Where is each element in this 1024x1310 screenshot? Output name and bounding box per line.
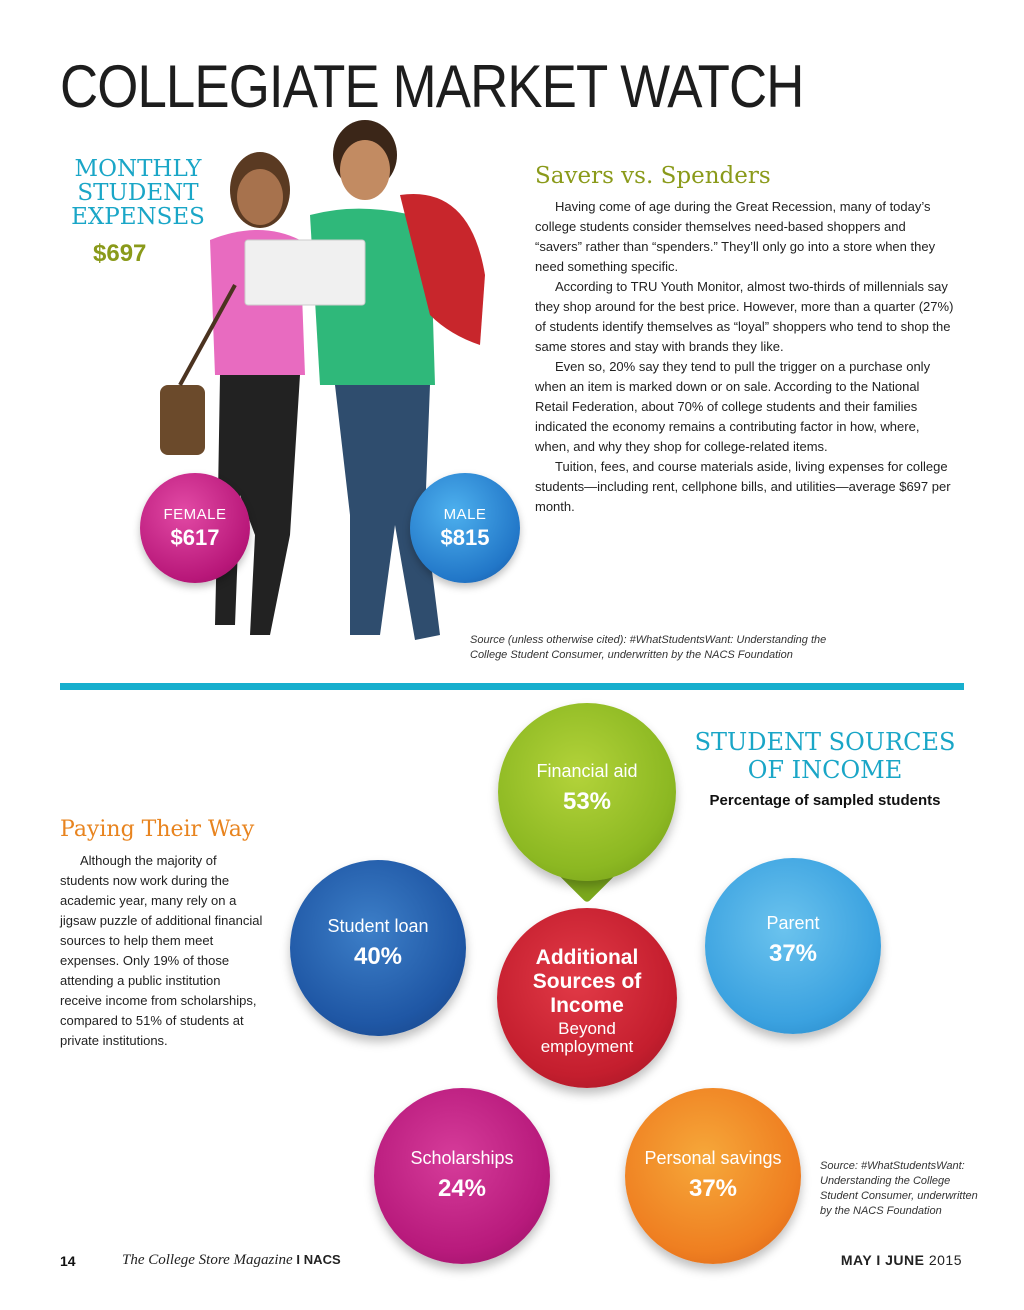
income-subtitle: Percentage of sampled students [709, 792, 941, 809]
center-title-line: Sources of [532, 970, 642, 993]
paying-paragraph: Although the majority of students now work during the academic year, many rely on a jigsaw puzzle of additional financial sources to help them meet expenses. Only 19% of those attending a public institution receive income from scholarships, compared to 51% of students at private institutions. [60, 853, 263, 1048]
bubble-label: Financial aid [536, 761, 638, 781]
issue-date [841, 1252, 962, 1268]
income-source-note: Source: #WhatStudentsWant: Understanding the College Student Consumer, underwritten by the NACS Foundation [820, 1160, 978, 1217]
expenses-title-line: EXPENSES [71, 204, 205, 230]
bubble-label: Scholarships [410, 1148, 514, 1168]
income-bubble-student-loan [290, 860, 466, 1036]
paying-heading: Paying Their Way [60, 817, 255, 842]
footer-separator: I [296, 1252, 301, 1267]
magazine-title: The College Store Magazine [122, 1252, 293, 1268]
monthly-expenses-amount: $697 [93, 240, 147, 267]
page-title: COLLEGIATE MARKET WATCH [60, 53, 804, 120]
bubble-value: 40% [353, 943, 403, 970]
female-amount: $617 [170, 525, 220, 550]
bubble-label: Personal savings [644, 1148, 782, 1168]
section-divider [60, 683, 964, 690]
center-subtitle-line: employment [540, 1037, 634, 1056]
bubble-value: 37% [688, 1175, 738, 1202]
expenses-title-line: STUDENT [77, 180, 199, 206]
income-bubble-personal-savings [625, 1088, 801, 1264]
article-paragraph: Having come of age during the Great Recession, many of today’s college students consider themselves need-based shoppers and “savers” rather than “spenders.” They’ll only go into a store when they need something specific. [535, 199, 936, 274]
bubble-value: 37% [768, 940, 818, 967]
center-subtitle-line: Beyond [558, 1019, 616, 1038]
center-title-line: Income [550, 994, 624, 1017]
additional-income-center [497, 908, 677, 1088]
article-paragraph: Even so, 20% say they tend to pull the trigger on a purchase only when an item is marked down or on sale. According to the National Retail Federation, about 70% of college students and their families indicated the economy remains a contributing factor in how, where, when, and why they shop for college-related items. [535, 359, 931, 454]
expenses-title-line: MONTHLY [74, 156, 202, 182]
article-paragraph: According to TRU Youth Monitor, almost two-thirds of millennials say they shop around for the best price. However, more than a quarter (27%) of students identify themselves as “loyal” shoppers who tend to shop the same stores and stay with brands they like. [535, 279, 954, 354]
bubble-label: Parent [766, 913, 820, 933]
center-title-line: Additional [535, 946, 639, 969]
female-expense-badge [140, 473, 250, 583]
income-bubble-financial-aid [498, 703, 676, 881]
issue-year: 2015 [928, 1252, 962, 1268]
bubble-value: 53% [562, 788, 612, 815]
savers-spenders-article [535, 197, 955, 517]
bubble-label: Student loan [327, 916, 429, 936]
bubble-value: 24% [437, 1175, 487, 1202]
income-title-line: OF INCOME [747, 756, 903, 784]
male-label: MALE [443, 506, 487, 523]
org-name: NACS [303, 1252, 341, 1267]
page-number: 14 [60, 1253, 76, 1269]
male-expense-badge [410, 473, 520, 583]
income-bubble-parent [705, 858, 881, 1034]
income-title [690, 728, 960, 784]
female-label: FEMALE [163, 506, 227, 523]
savers-spenders-heading: Savers vs. Spenders [535, 163, 771, 189]
article-paragraph: Tuition, fees, and course materials aside, living expenses for college students—including rent, cellphone bills, and utilities—average $697 per month. [535, 459, 951, 514]
income-title-line: STUDENT SOURCES [694, 728, 956, 756]
paying-article [60, 851, 265, 1051]
students-photo [140, 115, 520, 680]
male-amount: $815 [440, 525, 490, 550]
income-bubble-scholarships [374, 1088, 550, 1264]
issue-months: MAY I JUNE [840, 1252, 925, 1268]
source-note: Source (unless otherwise cited): #WhatStudentsWant: Understanding the College Student Consumer, underwritten by the NACS Foundation [470, 634, 827, 661]
magazine-name [122, 1252, 341, 1269]
